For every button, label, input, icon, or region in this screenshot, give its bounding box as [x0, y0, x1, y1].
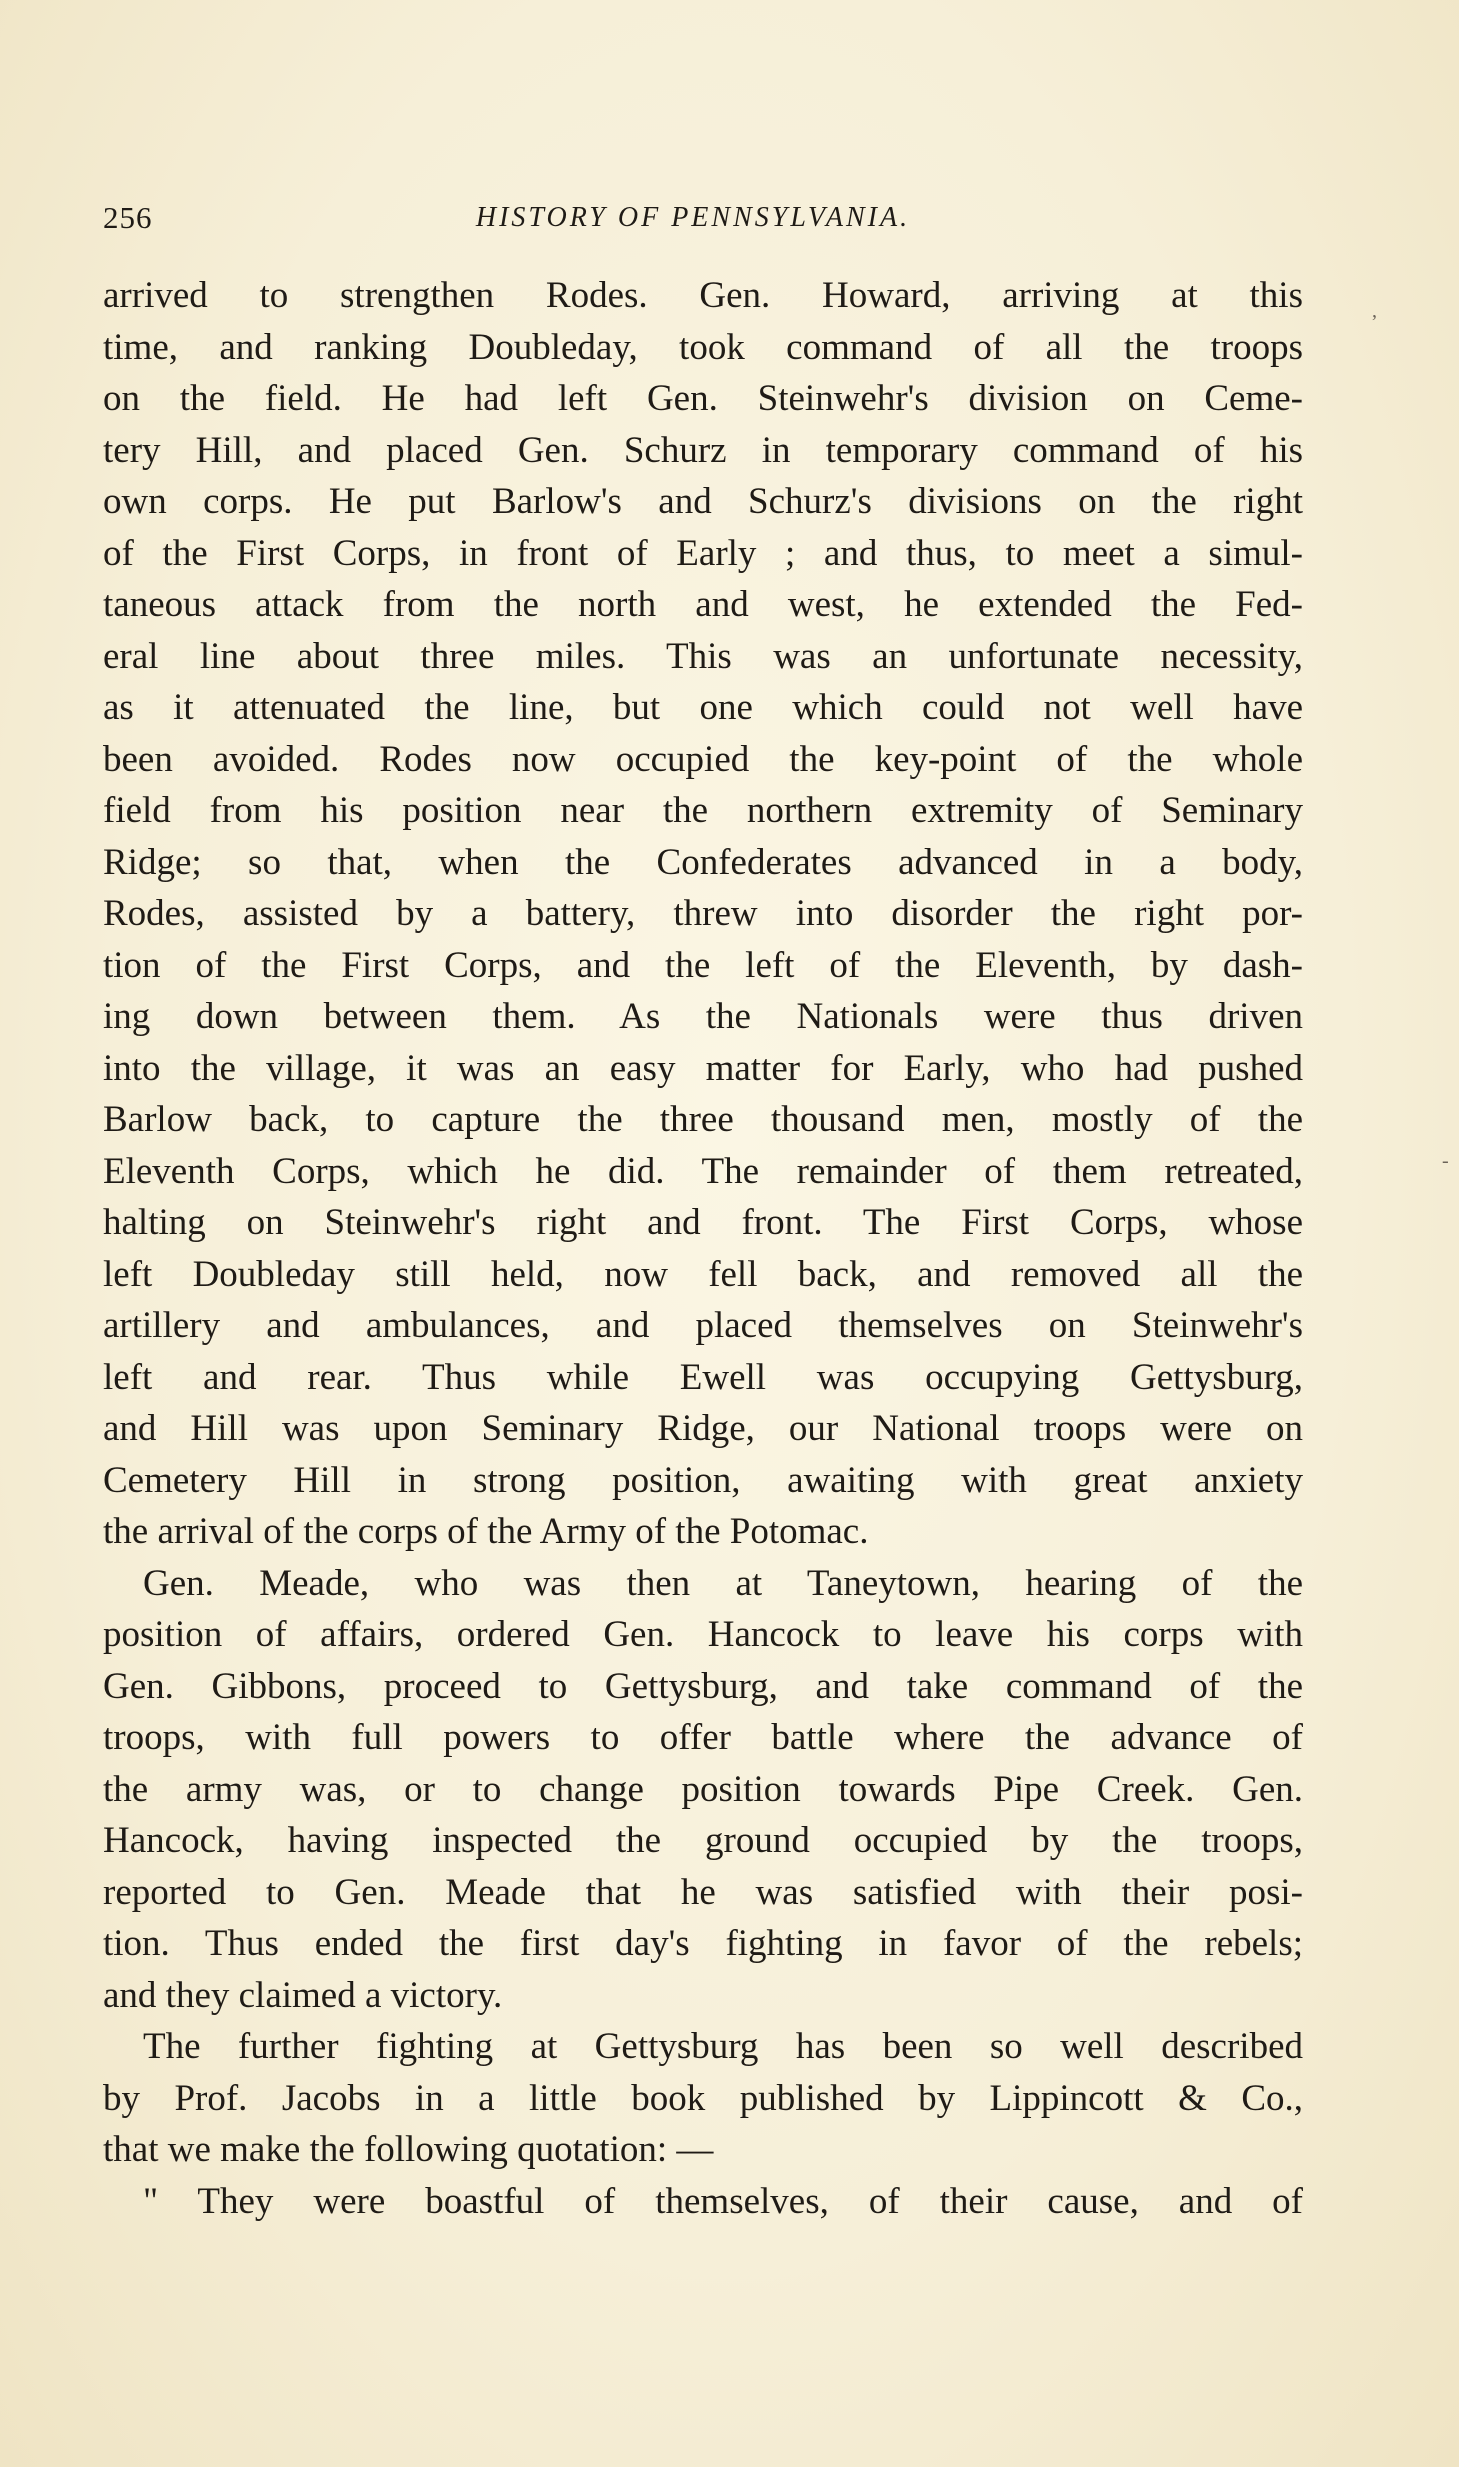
text-line: left Doubleday still held, now fell back, and removed all the [103, 1253, 1303, 1295]
text-line: halting on Steinwehr's right and front. The First Corps, whose [103, 1202, 1303, 1243]
page-number: 256 [103, 200, 153, 235]
text-line: tion of the First Corps, and the left of the Eleventh, by dash- [103, 944, 1303, 986]
text-line: taneous attack from the north and west, he extended the Fed- [103, 584, 1303, 625]
text-line: position of affairs, ordered Gen. Hancock to leave his corps with [103, 1614, 1303, 1655]
text-line: the army was, or to change position towards Pipe Creek. Gen. [103, 1768, 1303, 1810]
text-line: own corps. He put Barlow's and Schurz's divisions on the right [103, 481, 1303, 522]
text-line: field from his position near the northern extremity of Seminary [103, 790, 1303, 831]
text-line: of the First Corps, in front of Early ; and thus, to meet a simul- [103, 532, 1303, 574]
running-head: HISTORY OF PENNSYLVANIA. [475, 202, 911, 233]
paragraph-end-line: the arrival of the corps of the Army of the Potomac. [103, 1511, 869, 1552]
paragraph-end-line: that we make the following quotation: — [103, 2129, 714, 2170]
text-line: time, and ranking Doubleday, took command of all the troops [103, 326, 1303, 368]
margin-speck: - [1442, 1150, 1449, 1172]
paragraph-end-line: and they claimed a victory. [103, 1974, 503, 2016]
text-line: Rodes, assisted by a battery, threw into disorder the right por- [103, 893, 1303, 934]
text-line: been avoided. Rodes now occupied the key-point of the whole [103, 738, 1303, 780]
paragraph-start-line: The further fighting at Gettysburg has been so well described [143, 2026, 1303, 2067]
text-line: artillery and ambulances, and placed themselves on Steinwehr's [103, 1305, 1303, 1346]
text-line: as it attenuated the line, but one which could not well have [103, 687, 1303, 728]
text-line: and Hill was upon Seminary Ridge, our National troops were on [103, 1408, 1303, 1449]
text-line: ing down between them. As the Nationals were thus driven [103, 996, 1303, 1037]
text-line: into the village, it was an easy matter for Early, who had pushed [103, 1047, 1303, 1089]
body-text [103, 270, 1303, 2227]
text-line: tery Hill, and placed Gen. Schurz in temporary command of his [103, 429, 1303, 471]
text-line: by Prof. Jacobs in a little book published by Lippincott & Co., [103, 2077, 1303, 2119]
text-line: Barlow back, to capture the three thousand men, mostly of the [103, 1099, 1303, 1140]
text-line: Gen. Gibbons, proceed to Gettysburg, and take command of the [103, 1665, 1303, 1707]
text-line: reported to Gen. Meade that he was satisfied with their posi- [103, 1871, 1303, 1913]
text-line: Hancock, having inspected the ground occupied by the troops, [103, 1820, 1303, 1861]
quotation-start-line: " They were boastful of themselves, of their cause, and of [143, 2180, 1303, 2222]
text-line: eral line about three miles. This was an unfortunate necessity, [103, 635, 1303, 677]
margin-speck: , [1372, 300, 1377, 322]
text-line: Ridge; so that, when the Confederates advanced in a body, [103, 841, 1303, 883]
text-line: arrived to strengthen Rodes. Gen. Howard, arriving at this [103, 275, 1303, 316]
text-line: Eleventh Corps, which he did. The remainder of them retreated, [103, 1150, 1303, 1192]
paragraph-start-line: Gen. Meade, who was then at Taneytown, hearing of the [143, 1562, 1303, 1604]
text-line: tion. Thus ended the first day's fighting in favor of the rebels; [103, 1923, 1303, 1964]
text-line: on the field. He had left Gen. Steinwehr's division on Ceme- [103, 378, 1303, 419]
text-line: troops, with full powers to offer battle where the advance of [103, 1717, 1303, 1758]
text-line: Cemetery Hill in strong position, awaiting with great anxiety [103, 1459, 1303, 1501]
text-line: left and rear. Thus while Ewell was occupying Gettysburg, [103, 1356, 1303, 1398]
page-header [103, 200, 1303, 250]
